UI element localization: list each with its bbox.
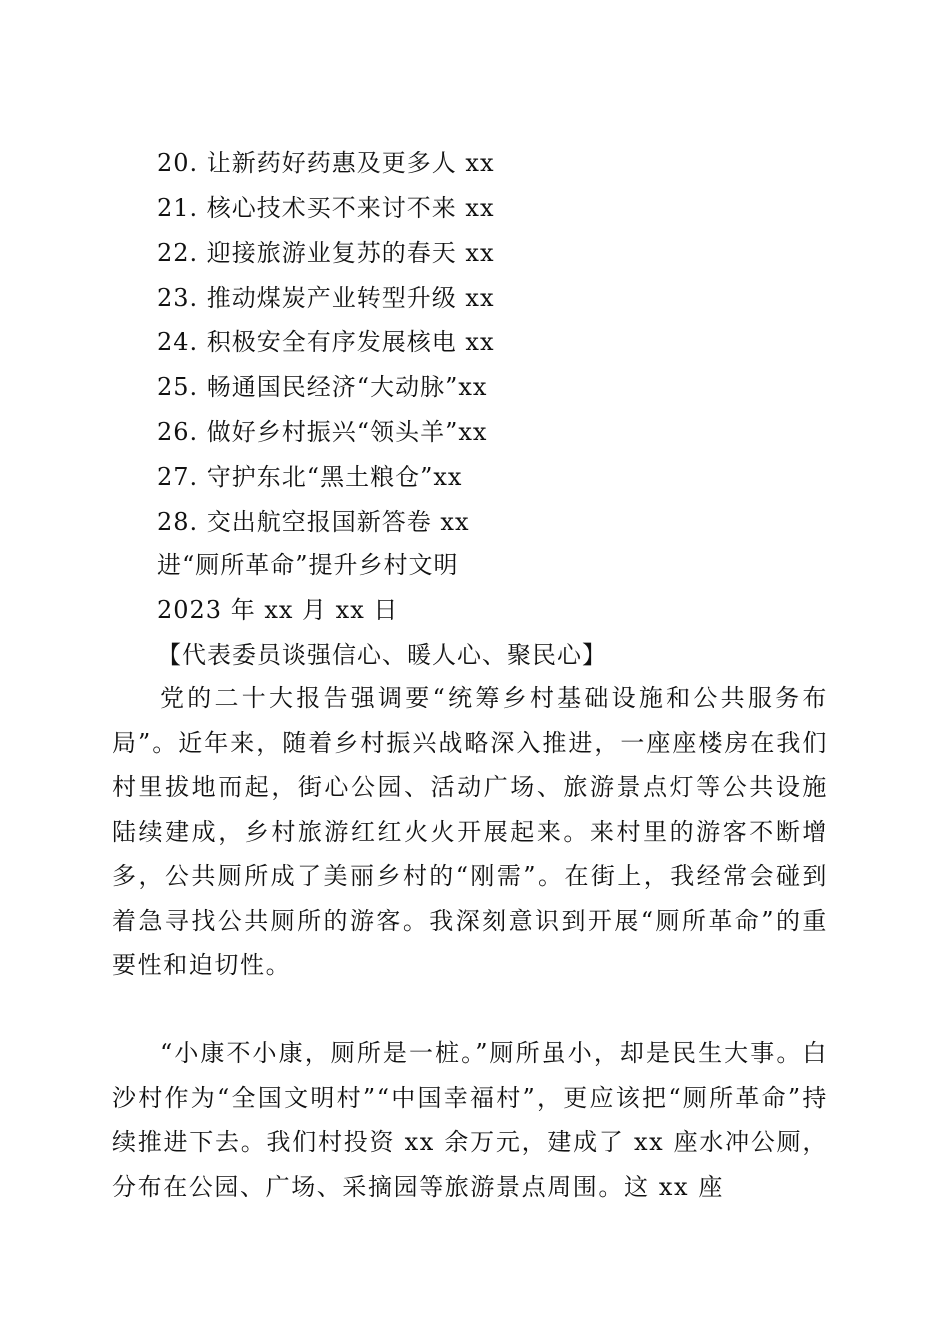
list-item: 27. 守护东北“黑土粮仓”xx (157, 463, 463, 491)
list-item: 26. 做好乡村振兴“领头羊”xx (157, 418, 488, 446)
list-item: 21. 核心技术买不来讨不来 xx (157, 194, 495, 222)
list-item: 22. 迎接旅游业复苏的春天 xx (157, 239, 495, 267)
body-paragraph: 党的二十大报告强调要“统筹乡村基础设施和公共服务布局”。近年来，随着乡村振兴战略深入推进，一座座楼房在我们村里拔地而起，街心公园、活动广场、旅游景点灯等公共设施陆续建成，乡村旅游红红火火开展起来。来村里的游客不断增多，公共厕所成了美丽乡村的“刚需”。在街上，我经常会碰到着急寻找公共厕所的游客。我深刻意识到开展“厕所革命”的重要性和迫切性。 (112, 684, 828, 979)
column-name: 【代表委员谈强信心、暖人心、聚民心】 (157, 641, 607, 669)
body-paragraph: “小康不小康，厕所是一桩。”厕所虽小，却是民生大事。白沙村作为“全国文明村”“中国幸福村”，更应该把“厕所革命”持续推进下去。我们村投资 xx 余万元，建成了 xx 座水冲公厕，分布在公园、广场、采摘园等旅游景点周围。这 xx 座 (112, 1039, 828, 1201)
list-item: 25. 畅通国民经济“大动脉”xx (157, 373, 488, 401)
list-item: 23. 推动煤炭产业转型升级 xx (157, 284, 495, 312)
list-item: 20. 让新药好药惠及更多人 xx (157, 149, 495, 177)
list-item: 24. 积极安全有序发展核电 xx (157, 328, 495, 356)
article-title: 进“厕所革命”提升乡村文明 (157, 551, 459, 579)
list-item: 28. 交出航空报国新答卷 xx (157, 508, 470, 536)
article-date: 2023 年 xx 月 xx 日 (157, 596, 399, 624)
